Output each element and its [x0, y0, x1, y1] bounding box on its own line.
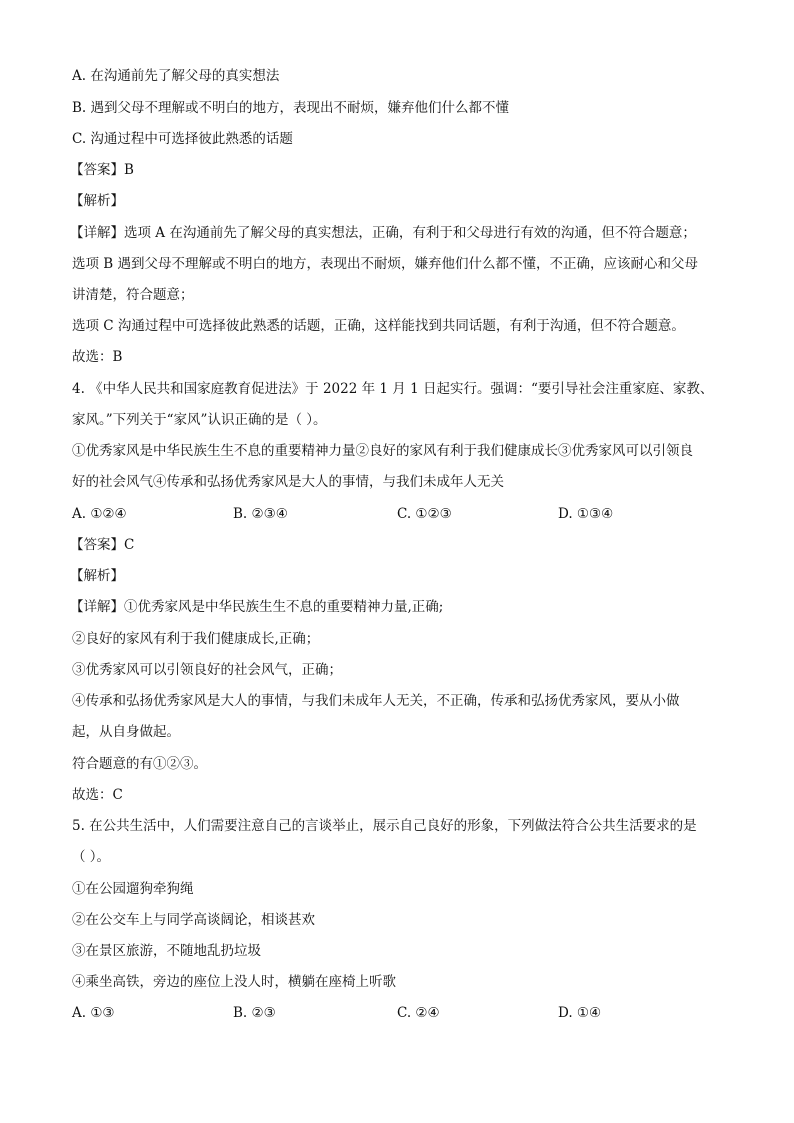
q4-answer: 【答案】C — [70, 537, 135, 553]
q4-detail-line-6: 符合题意的有①②③。 — [72, 756, 207, 772]
q5-statement-2: ②在公交车上与同学高谈阔论，相谈甚欢 — [72, 912, 315, 928]
q5-option-d: D. ①④ — [558, 1005, 602, 1021]
q4-detail-line-3: ③优秀家风可以引领良好的社会风气，正确； — [72, 662, 342, 678]
q4-stem-line-1: 4. 《中华人民共和国家庭教育促进法》于 2022 年 1 月 1 日起实行。强调：“要引导社会注重家庭、家教、 — [72, 381, 714, 397]
q4-statements-line-1: ①优秀家风是中华民族生生不息的重要精神力量②良好的家风有利于我们健康成长③优秀家风可以引领良 — [72, 443, 693, 459]
q4-detail-line-5: 起，从自身做起。 — [72, 724, 180, 740]
q5-option-a: A. ①③ — [72, 1005, 115, 1021]
q5-option-b: B. ②③ — [233, 1005, 276, 1021]
q3-analysis-label: 【解析】 — [70, 193, 124, 209]
q3-detail-line-1: 【详解】选项 A 在沟通前先了解父母的真实想法，正确，有利于和父母进行有效的沟通，但不符合题意； — [70, 225, 696, 241]
q3-detail-line-2: 选项 B 遇到父母不理解或不明白的地方，表现出不耐烦，嫌弃他们什么都不懂，不正确，应该耐心和父母 — [72, 256, 699, 272]
q3-answer: 【答案】B — [70, 162, 134, 178]
q3-option-c: C. 沟通过程中可选择彼此熟悉的话题 — [72, 131, 293, 147]
q4-stem-line-2: 家风。”下列关于“家风”认识正确的是（ ）。 — [72, 412, 327, 428]
q5-stem-line-2: （ ）。 — [72, 849, 111, 865]
q4-statements-line-2: 好的社会风气④传承和弘扬优秀家风是大人的事情，与我们未成年人无关 — [72, 474, 504, 490]
q3-option-a: A. 在沟通前先了解父母的真实想法 — [72, 68, 280, 84]
q4-option-a: A. ①②④ — [72, 506, 127, 522]
q3-detail-line-3: 讲清楚，符合题意； — [72, 287, 194, 303]
q4-final-choice: 故选：C — [72, 787, 123, 803]
q4-analysis-label: 【解析】 — [70, 568, 124, 584]
q5-option-c: C. ②④ — [397, 1005, 440, 1021]
q4-option-d: D. ①③④ — [558, 506, 614, 522]
q4-detail-line-4: ④传承和弘扬优秀家风是大人的事情，与我们未成年人无关，不正确，传承和弘扬优秀家风，要从小做 — [72, 693, 680, 709]
q4-detail-line-2: ②良好的家风有利于我们健康成长,正确； — [72, 631, 320, 647]
q4-option-c: C. ①②③ — [397, 506, 452, 522]
q3-detail-line-4: 选项 C 沟通过程中可选择彼此熟悉的话题，正确，这样能找到共同话题，有利于沟通，但不符合题意。 — [72, 318, 685, 334]
q4-option-b: B. ②③④ — [233, 506, 288, 522]
q5-statement-4: ④乘坐高铁，旁边的座位上没人时，横躺在座椅上听歌 — [72, 974, 396, 990]
q3-option-b: B. 遇到父母不理解或不明白的地方，表现出不耐烦，嫌弃他们什么都不懂 — [72, 100, 510, 116]
q4-detail-line-1: 【详解】①优秀家风是中华民族生生不息的重要精神力量,正确; — [70, 599, 444, 615]
q5-stem-line-1: 5. 在公共生活中，人们需要注意自己的言谈举止，展示自己良好的形象，下列做法符合公共生活要求的是 — [72, 818, 697, 834]
q5-statement-1: ①在公园遛狗牵狗绳 — [72, 881, 194, 897]
q5-statement-3: ③在景区旅游，不随地乱扔垃圾 — [72, 943, 261, 959]
q3-final-choice: 故选：B — [72, 349, 123, 365]
